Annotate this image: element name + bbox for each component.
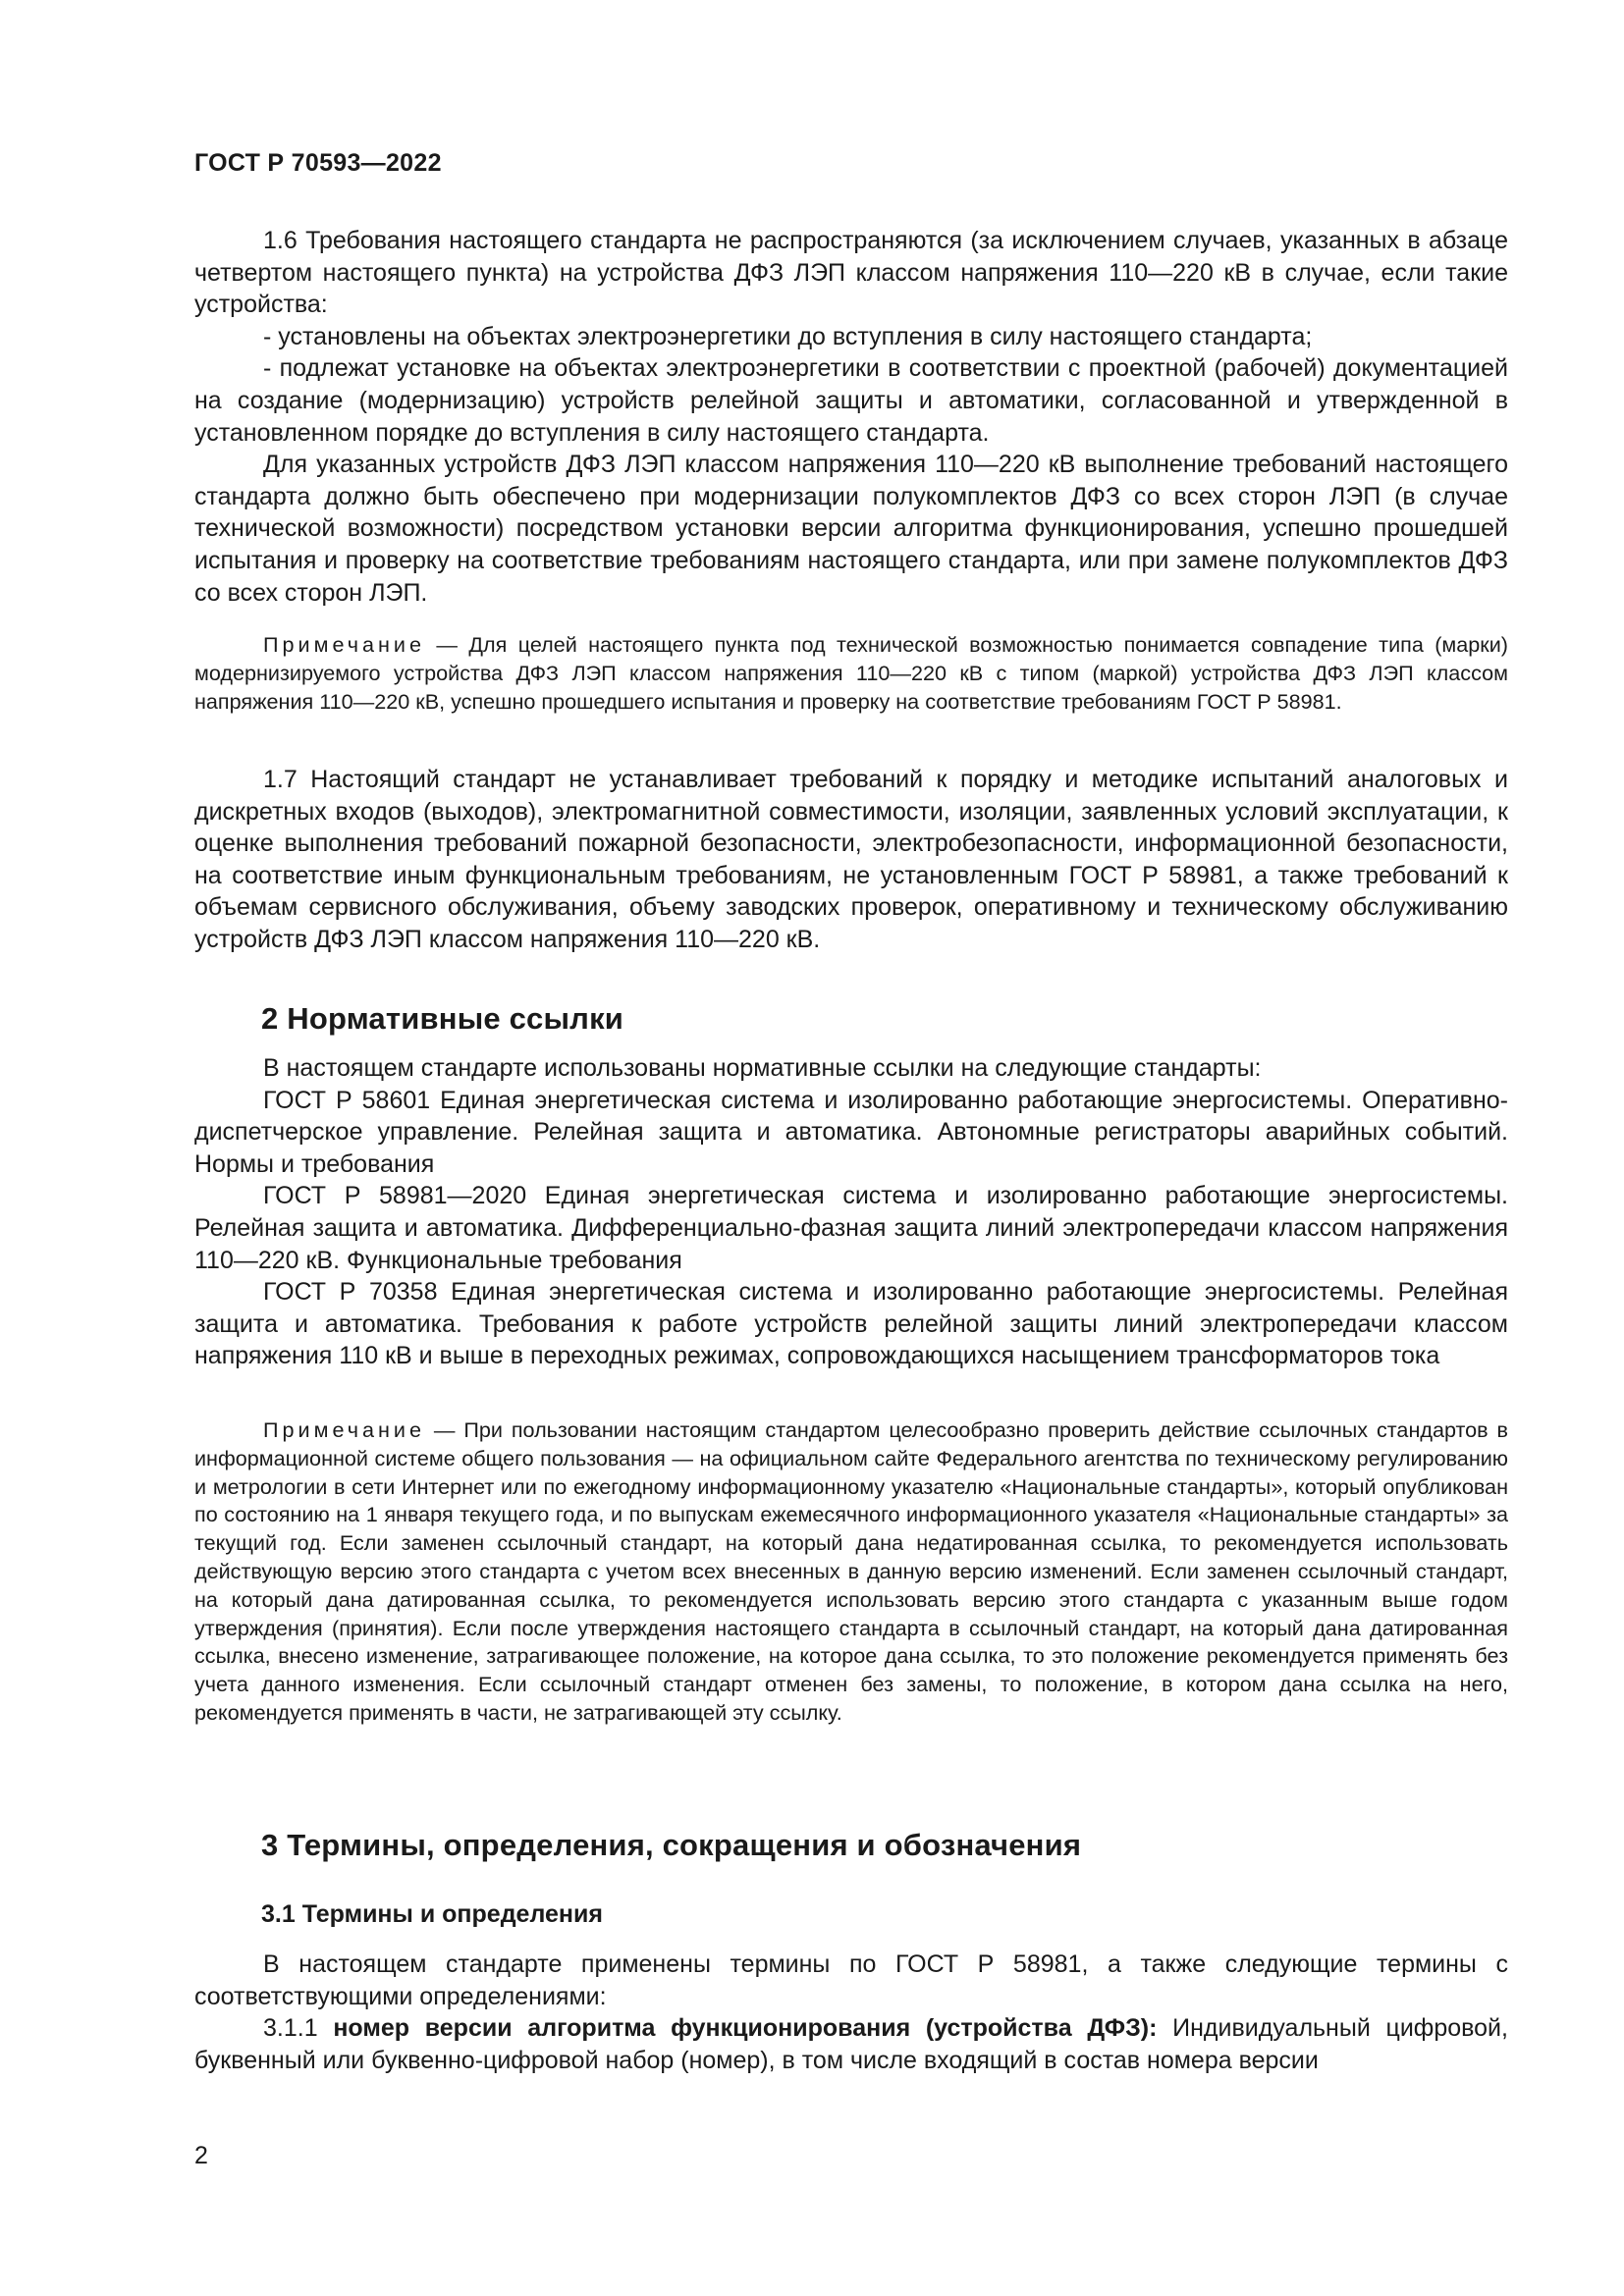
section1-paragraphs xyxy=(194,225,1508,609)
reference-item: ГОСТ Р 58981—2020 Единая энергетическая система и изолированно работающие энергосистемы. Релейная защита и автоматика. Дифференциально-фазная защита линий электропередачи классом напряжения 110—220 кВ. Функциональные требования xyxy=(194,1182,1508,1274)
section2-paragraphs xyxy=(194,1052,1508,1372)
section-3-heading: 3 Термины, определения, сокращения и обозначения xyxy=(261,1828,1082,1862)
term-definition: Индивидуальный цифровой, буквенный или буквенно-цифровой набор (номер), в том числе входящий в состав номера версии xyxy=(194,2014,1508,2074)
subsection-3-1-heading: 3.1 Термины и определения xyxy=(261,1900,603,1928)
note-label: Примечание xyxy=(263,1417,425,1442)
note-text: — При пользовании настоящим стандартом целесообразно проверить действие ссылочных стандартов в информационной системе общего пользования — на официальном сайте Федерального агентства по техническому регулированию и метрологии в сети Интернет или по ежегодному информационному указателю «Национальные стандарты», который опубликован по состоянию на 1 января текущего года, и по выпускам ежемесячного информационного указателя «Национальные стандарты» за текущий год. Если заменен ссылочный стандарт, на который дана недатированная ссылка, то рекомендуется использовать действующую версию этого стандарта с учетом всех внесенных в данную версию изменений. Если заменен ссылочный стандарт, на который дана датированная ссылка, то рекомендуется использовать версию этого стандарта с указанным выше годом утверждения (принятия). Если после утверждения настоящего стандарта в ссылочный стандарт, на который дана датированная ссылка, внесено изменение, затрагивающее положение, на которое дана ссылка, то это положение рекомендуется применять без учета данного изменения. Если ссылочный стандарт отменен без замены, то положение, в котором дана ссылка на него, рекомендуется применять в части, не затрагивающей эту ссылку. xyxy=(194,1417,1508,1725)
paragraph-1-6: 1.6 Требования настоящего стандарта не распространяются (за исключением случаев, указанных в абзаце четвертом настоящего пункта) на устройства ДФЗ ЛЭП классом напряжения 110—220 кВ в случае, если такие устройства: xyxy=(194,227,1508,319)
document-id-header: ГОСТ Р 70593—2022 xyxy=(194,149,442,177)
page-number: 2 xyxy=(194,2142,208,2169)
paragraph-1-7-block xyxy=(194,764,1508,956)
paragraph-devices: Для указанных устройств ДФЗ ЛЭП классом напряжения 110—220 кВ выполнение требований настоящего стандарта должно быть обеспечено при модернизации полукомплектов ДФЗ со всех сторон ЛЭП (в случае технической возможности) посредством установки версии алгоритма функционирования, успешно прошедшей испытания и проверку на соответствие требованиям настоящего стандарта, или при замене полукомплектов ДФЗ со всех сторон ЛЭП. xyxy=(194,451,1508,607)
section3-paragraphs xyxy=(194,1949,1508,2076)
section-2-heading: 2 Нормативные ссылки xyxy=(261,1001,624,1036)
paragraph-1-7: 1.7 Настоящий стандарт не устанавливает требований к порядку и методике испытаний аналоговых и дискретных входов (выходов), электромагнитной совместимости, изоляции, заявленных условий эксплуатации, к оценке выполнения требований пожарной безопасности, электробезопасности, информационной безопасности, на соответствие иным функциональным требованиям, не установленным ГОСТ Р 58981, а также требований к объемам сервисного обслуживания, объему заводских проверок, оперативному и техническому обслуживанию устройств ДФЗ ЛЭП классом напряжения 110—220 кВ. xyxy=(194,766,1508,953)
reference-item: ГОСТ Р 70358 Единая энергетическая система и изолированно работающие энергосистемы. Релейная защита и автоматика. Требования к работе устройств релейной защиты линий электропередачи классом напряжения 110 кВ и выше в переходных режимах, сопровождающихся насыщением трансформаторов тока xyxy=(194,1278,1508,1370)
section2-intro: В настоящем стандарте использованы нормативные ссылки на следующие стандарты: xyxy=(263,1054,1262,1082)
term-number: 3.1.1 xyxy=(263,2014,334,2043)
term-3-1-1 xyxy=(194,2012,1508,2076)
list-item: - подлежат установке на объектах электроэнергетики в соответствии с проектной (рабочей) документацией на создание (модернизацию) устройств релейной защиты и автоматики, согласованной и утвержденной в установленном порядке до вступления в силу настоящего стандарта. xyxy=(194,354,1508,447)
note-text: — Для целей настоящего пункта под технической возможностью понимается совпадение типа (марки) модернизируемого устройства ДФЗ ЛЭП классом напряжения 110—220 кВ с типом (маркой) устройства ДФЗ ЛЭП классом напряжения 110—220 кВ, успешно прошедшего испытания и проверку на соответствие требованиям ГОСТ Р 58981. xyxy=(194,632,1508,714)
note-label: Примечание xyxy=(263,632,425,657)
note-1 xyxy=(194,631,1508,716)
section3-intro: В настоящем стандарте применены термины по ГОСТ Р 58981, а также следующие термины с соответствующими определениями: xyxy=(194,1950,1508,2010)
reference-item: ГОСТ Р 58601 Единая энергетическая система и изолированно работающие энергосистемы. Оперативно-диспетчерское управление. Релейная защита и автоматика. Автономные регистраторы аварийных событий. Нормы и требования xyxy=(194,1086,1508,1178)
note-2 xyxy=(194,1416,1508,1728)
list-item: - установлены на объектах электроэнергетики до вступления в силу настоящего стандарта; xyxy=(263,322,1313,350)
term-name: номер версии алгоритма функционирования (устройства ДФЗ): xyxy=(333,2014,1158,2043)
